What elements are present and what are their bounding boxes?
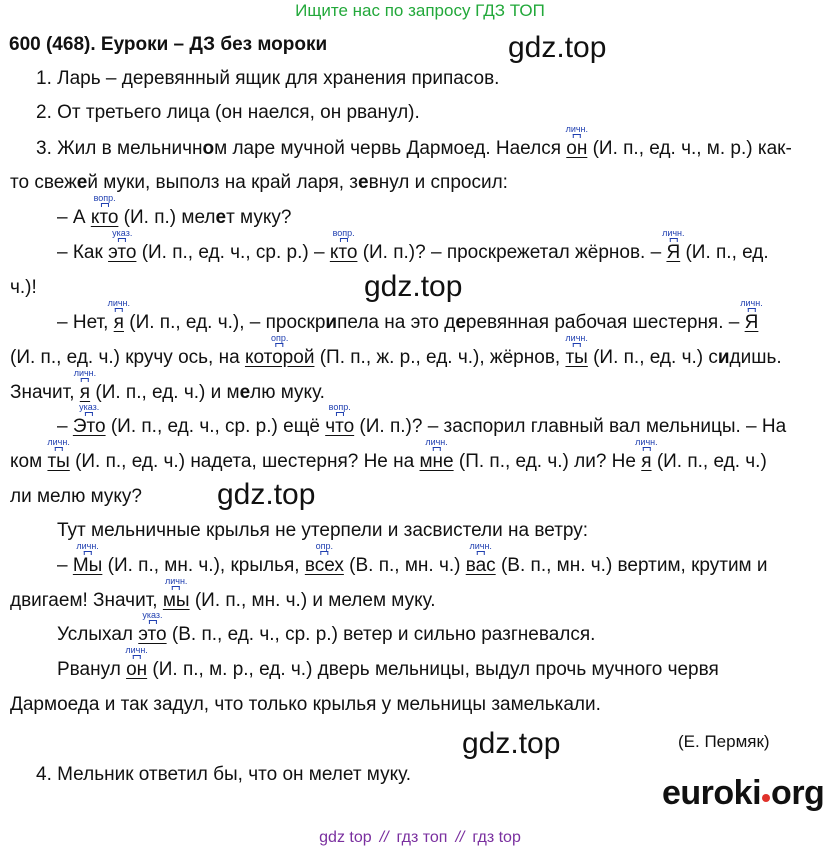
highlighted-letter: и bbox=[717, 347, 730, 368]
footer-separator: // bbox=[379, 829, 389, 846]
item-1: 1. Ларь – деревянный ящик для хранения припасов. bbox=[36, 68, 500, 89]
text-run: двигаем! Значит, bbox=[10, 590, 163, 611]
pronoun-label: указ. bbox=[79, 402, 100, 412]
text-run: (В. п., мн. ч.) вертим, крутим и bbox=[495, 555, 768, 576]
logo-left: euroki bbox=[662, 774, 762, 812]
text-run: (И. п., ед. bbox=[680, 242, 769, 263]
text-run: 3. Жил в мельничн bbox=[36, 138, 203, 159]
pronoun-text: ты bbox=[565, 347, 588, 368]
pronoun-word bbox=[565, 333, 588, 369]
watermark: gdz.top bbox=[364, 270, 463, 303]
pronoun-label: вопр. bbox=[332, 228, 355, 238]
text-run: т муку? bbox=[226, 207, 292, 228]
pronoun-word bbox=[244, 333, 315, 369]
author-credit: (Е. Пермяк) bbox=[678, 732, 770, 751]
text-run: то свеж bbox=[10, 172, 77, 193]
euroki-logo bbox=[662, 773, 824, 813]
pronoun-text: я bbox=[113, 312, 124, 333]
text-run: (В. п., мн. ч.) bbox=[343, 555, 466, 576]
pronoun-text: Я bbox=[744, 312, 759, 333]
text-run: ком bbox=[10, 451, 48, 472]
text-line: Дармоеда и так задул, что только крылья у мельницы замелькали. bbox=[10, 694, 601, 715]
text-run: (В. п., ед. ч., ср. р.) ветер и сильно разгневался. bbox=[166, 624, 596, 645]
page-title: 600 (468). Еуроки – ДЗ без мороки bbox=[9, 34, 328, 55]
text-run: – Нет, bbox=[57, 312, 114, 333]
pronoun-text: Я bbox=[666, 242, 681, 263]
pronoun-text: это bbox=[138, 624, 167, 645]
logo-dot bbox=[762, 794, 770, 802]
text-line bbox=[10, 172, 508, 194]
footer-separator: // bbox=[455, 829, 465, 846]
pronoun-label: личн. bbox=[107, 298, 131, 308]
text-line: Тут мельничные крылья не утерпели и засвистели на ветру: bbox=[57, 520, 589, 541]
text-run: дишь. bbox=[729, 347, 782, 368]
text-run: – bbox=[57, 555, 73, 576]
text-run: внул и спросил: bbox=[368, 172, 508, 193]
text-run: (И. п., ед. ч.) надета, шестерня? Не на bbox=[69, 451, 420, 472]
pronoun-word bbox=[325, 402, 355, 438]
text-line bbox=[57, 610, 596, 646]
text-run: (И. п., ед. ч.) кручу ось, на bbox=[10, 347, 245, 368]
text-line bbox=[57, 541, 768, 577]
text-run: (И. п., ед. ч., ср. р.) – bbox=[136, 242, 330, 263]
pronoun-word bbox=[47, 437, 70, 473]
text-run: (И. п.)? – заспорил главный вал мельницы. – На bbox=[354, 416, 787, 437]
text-line bbox=[10, 576, 436, 612]
pronoun-word bbox=[565, 124, 589, 160]
pronoun-word bbox=[162, 576, 190, 612]
text-line bbox=[10, 437, 767, 473]
pronoun-text: кто bbox=[329, 242, 358, 263]
footer-link[interactable]: gdz top bbox=[319, 829, 372, 846]
text-run: (И. п., мн. ч.) и мелем муку. bbox=[189, 590, 436, 611]
text-run: Значит, bbox=[10, 382, 80, 403]
text-run: (И. п.)? – проскрежетал жёрнов. – bbox=[357, 242, 667, 263]
pronoun-word bbox=[72, 541, 103, 577]
text-run: (И. п., мн. ч.), крылья, bbox=[102, 555, 305, 576]
text-line bbox=[10, 333, 782, 369]
pronoun-word bbox=[125, 645, 148, 681]
pronoun-word bbox=[108, 228, 137, 264]
pronoun-label: личн. bbox=[164, 576, 188, 586]
text-line bbox=[57, 402, 787, 438]
text-run: – А bbox=[57, 207, 91, 228]
pronoun-word bbox=[138, 610, 167, 646]
pronoun-label: личн. bbox=[76, 541, 99, 551]
highlighted-letter: о bbox=[202, 138, 215, 159]
text-line bbox=[10, 368, 325, 404]
pronoun-label: личн. bbox=[425, 437, 448, 447]
pronoun-label: опр. bbox=[315, 541, 334, 551]
item-4: 4. Мельник ответил бы, что он мелет муку. bbox=[36, 764, 411, 785]
pronoun-word bbox=[73, 368, 97, 404]
pronoun-word bbox=[635, 437, 658, 473]
pronoun-label: личн. bbox=[565, 333, 588, 343]
text-run: (И. п., ед. ч.) и м bbox=[90, 382, 240, 403]
text-run: лю муку. bbox=[250, 382, 325, 403]
text-run: (И. п., ед. ч.) bbox=[651, 451, 767, 472]
pronoun-label: личн. bbox=[740, 298, 763, 308]
highlighted-letter: е bbox=[358, 172, 369, 193]
text-run: й муки, выполз на край ларя, з bbox=[87, 172, 359, 193]
text-line: ч.)! bbox=[10, 277, 37, 298]
pronoun-text: он bbox=[126, 659, 148, 680]
pronoun-text: я bbox=[79, 382, 91, 403]
text-run: (И. п., ед. ч.), – проскр bbox=[123, 312, 326, 333]
pronoun-word bbox=[419, 437, 454, 473]
pronoun-text: я bbox=[641, 451, 652, 472]
text-line bbox=[57, 645, 719, 681]
search-hint: Ищите нас по запросу ГДЗ ТОП bbox=[295, 1, 545, 20]
footer-link[interactable]: гдз топ bbox=[396, 829, 448, 846]
highlighted-letter: е bbox=[239, 382, 251, 403]
pronoun-label: личн. bbox=[73, 368, 97, 378]
pronoun-label: личн. bbox=[469, 541, 492, 551]
highlighted-letter: е bbox=[215, 207, 227, 228]
footer bbox=[0, 827, 840, 849]
text-line bbox=[57, 298, 763, 334]
text-run: – Как bbox=[57, 242, 109, 263]
pronoun-word bbox=[662, 228, 685, 264]
pronoun-word bbox=[72, 402, 106, 438]
pronoun-text: мне bbox=[419, 451, 454, 472]
pronoun-label: указ. bbox=[142, 610, 163, 620]
text-run: (П. п., ед. ч.) ли? Не bbox=[453, 451, 642, 472]
text-run: Рванул bbox=[57, 659, 127, 680]
pronoun-word bbox=[304, 541, 344, 577]
text-run: ревянная рабочая шестерня. – bbox=[465, 312, 745, 333]
pronoun-label: личн. bbox=[565, 124, 589, 134]
text-line bbox=[36, 124, 792, 160]
pronoun-text: которой bbox=[244, 347, 315, 368]
pronoun-text: всех bbox=[304, 555, 344, 576]
pronoun-label: указ. bbox=[112, 228, 133, 238]
watermark: gdz.top bbox=[217, 478, 316, 511]
pronoun-text: это bbox=[108, 242, 137, 263]
text-run: Услыхал bbox=[57, 624, 139, 645]
pronoun-label: вопр. bbox=[93, 193, 116, 203]
pronoun-text: он bbox=[566, 138, 588, 159]
text-run: пела на это д bbox=[337, 312, 456, 333]
pronoun-word bbox=[90, 193, 119, 229]
pronoun-text: что bbox=[325, 416, 355, 437]
pronoun-label: личн. bbox=[47, 437, 70, 447]
pronoun-label: опр. bbox=[270, 333, 289, 343]
pronoun-label: личн. bbox=[662, 228, 685, 238]
text-line bbox=[57, 228, 769, 264]
text-run: (И. п., ед. ч., ср. р.) ещё bbox=[105, 416, 326, 437]
text-line: ли мелю муку? bbox=[10, 486, 142, 507]
highlighted-letter: е bbox=[455, 312, 466, 333]
text-line bbox=[57, 193, 292, 229]
text-run: м ларе мучной червь Дармоед. Наелся bbox=[214, 138, 567, 159]
logo-right: org bbox=[771, 774, 825, 812]
pronoun-word bbox=[107, 298, 131, 334]
pronoun-word bbox=[465, 541, 496, 577]
highlighted-letter: и bbox=[325, 312, 338, 333]
watermark: gdz.top bbox=[462, 727, 561, 760]
text-run: (И. п., ед. ч., м. р.) как- bbox=[587, 138, 792, 159]
watermark: gdz.top bbox=[508, 31, 607, 64]
pronoun-text: вас bbox=[465, 555, 496, 576]
pronoun-word bbox=[740, 298, 763, 334]
pronoun-word bbox=[329, 228, 358, 264]
pronoun-text: мы bbox=[162, 590, 190, 611]
pronoun-text: Это bbox=[72, 416, 106, 437]
text-run: (И. п., м. р., ед. ч.) дверь мельницы, выдул прочь мучного червя bbox=[147, 659, 719, 680]
pronoun-label: личн. bbox=[125, 645, 148, 655]
text-run: – bbox=[57, 416, 73, 437]
text-run: (П. п., ж. р., ед. ч.), жёрнов, bbox=[314, 347, 566, 368]
pronoun-text: Мы bbox=[72, 555, 103, 576]
text-run: (И. п.) мел bbox=[118, 207, 216, 228]
pronoun-text: кто bbox=[90, 207, 119, 228]
text-run: (И. п., ед. ч.) с bbox=[587, 347, 718, 368]
item-2: 2. От третьего лица (он наелся, он рванул). bbox=[36, 102, 420, 123]
pronoun-label: личн. bbox=[635, 437, 658, 447]
footer-link[interactable]: гдз top bbox=[472, 829, 521, 846]
highlighted-letter: е bbox=[76, 172, 88, 193]
pronoun-text: ты bbox=[47, 451, 70, 472]
pronoun-label: вопр. bbox=[328, 402, 351, 412]
